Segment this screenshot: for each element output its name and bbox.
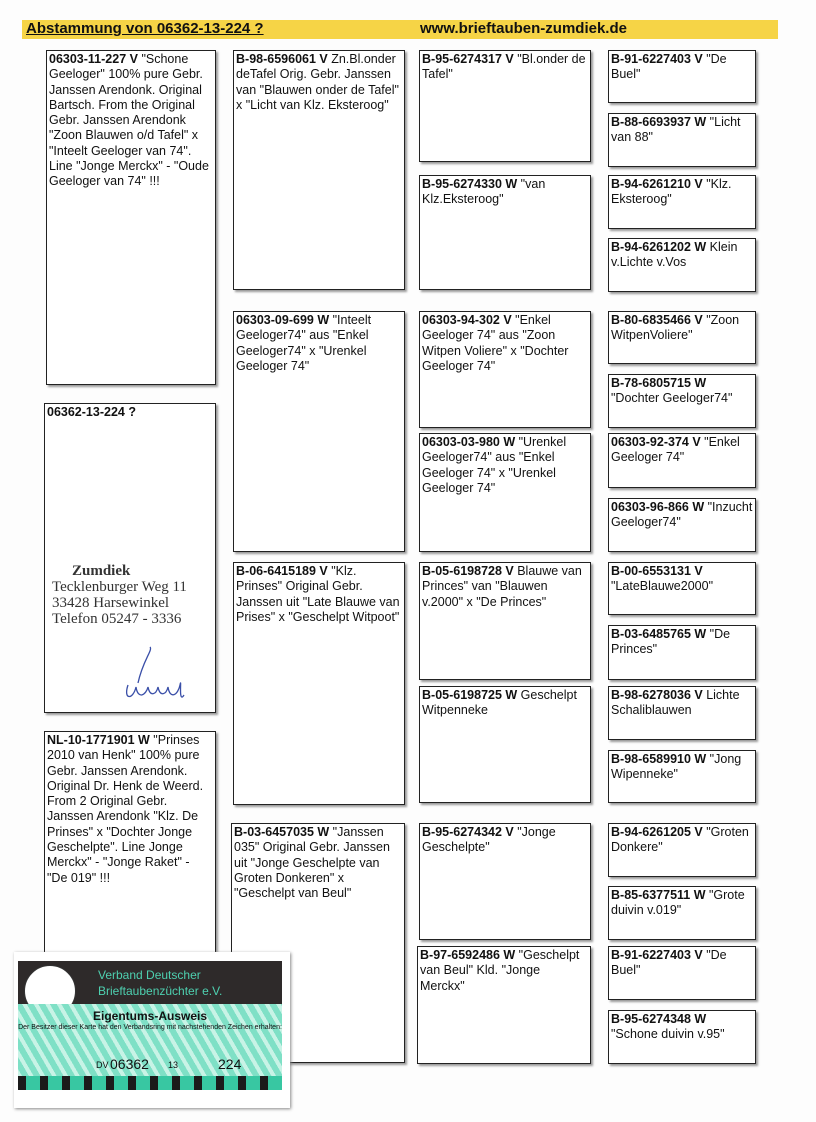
ring-id: NL-10-1771901 W <box>47 733 150 747</box>
pigeon-description: Blauwe van Princes" van "Blauwen v.2000" x "De Princes" <box>422 564 582 609</box>
pedigree-box-col4 <box>608 113 756 167</box>
pigeon-description: Zn.Bl.onder deTafel Orig. Gebr. Janssen van "Blauwen onder de Tafel" x "Licht van Klz. Eksteroog" <box>236 52 399 112</box>
stamp-phone: Telefon 05247 - 3336 <box>52 611 182 627</box>
pigeon-description: "De Buel" <box>611 948 727 978</box>
ring-number: 06362 <box>110 1056 149 1072</box>
ring-id: B-80-6835466 V <box>611 313 703 327</box>
card-header <box>18 961 282 1004</box>
ring-id: B-95-6274342 V <box>422 825 514 839</box>
ring-id: B-95-6274348 W <box>611 1012 707 1026</box>
ring-id: B-95-6274330 W <box>422 177 518 191</box>
pigeon-description: "Prinses 2010 van Henk" 100% pure Gebr. Janssen Arendonk. Original Dr. Henk de Weerd. From 2 Original Gebr. Janssen Arendonk "Klz. De Prinses" x "Dochter Jonge Geschelpte". Line Jonge Merckx" - "Jonge Raket" - "De 019" !!! <box>47 733 204 885</box>
page-title: Abstammung von 06362-13-224 ? <box>26 20 264 37</box>
ring-id: B-06-6415189 V <box>236 564 328 578</box>
card-band <box>18 1076 282 1090</box>
pigeon-description: Klein v.Lichte v.Vos <box>611 240 738 270</box>
ring-id: B-95-6274317 V <box>422 52 514 66</box>
pigeon-description: "Groten Donkere" <box>611 825 749 855</box>
ring-id: B-94-6261210 V <box>611 177 703 191</box>
card-org <box>98 967 222 999</box>
pigeon-description: "Enkel Geeloger 74" <box>611 435 740 465</box>
pigeon-description: "De Princes" <box>611 627 731 657</box>
pigeon-description: "De Buel" <box>611 52 727 82</box>
pedigree-box-col4 <box>608 823 756 877</box>
pigeon-description: "van Klz.Eksteroog" <box>422 177 546 207</box>
pedigree-box-col1 <box>46 50 216 385</box>
pedigree-box-col4 <box>608 625 756 680</box>
pigeon-description: Geschelpt Witpenneke <box>422 688 577 718</box>
card-title: Eigentums-Ausweis <box>92 1009 208 1023</box>
pigeon-description: "Inzucht Geeloger74" <box>611 500 753 530</box>
ring-id: B-88-6693937 W <box>611 115 707 129</box>
pedigree-box-col3 <box>417 946 591 1064</box>
pedigree-box-col2 <box>233 311 405 552</box>
pedigree-box-col3 <box>419 433 591 552</box>
pigeon-description: "Enkel Geeloger 74" aus "Zoon Witpen Voliere" x "Dochter Geeloger 74" <box>422 313 569 373</box>
ring-id: B-03-6457035 W <box>234 825 330 839</box>
breeder-stamp <box>52 563 187 627</box>
ring-id: B-98-6589910 W <box>611 752 707 766</box>
ring-id: B-94-6261205 V <box>611 825 703 839</box>
stamp-city: 33428 Harsewinkel <box>52 595 170 611</box>
stamp-street: Tecklenburger Weg 11 <box>52 579 187 595</box>
ring-id: B-98-6596061 V <box>236 52 328 66</box>
pigeon-description: "Klz. Prinses" Original Gebr. Janssen uit "Late Blauwe van Prises" x "Geschelpt Witpoot" <box>236 564 400 624</box>
ring-id: 06303-94-302 V <box>422 313 512 327</box>
pigeon-description: "Schone Geeloger" 100% pure Gebr. Janssen Arendonk. Original Bartsch. From the Original Gebr. Janssen Arendonk "Zoon Blauwen o/d Tafel" x "Inteelt Geeloger van 74". Line "Jonge Merckx" - "Oude Geeloger van 74" !!! <box>49 52 209 189</box>
pedigree-box-col3 <box>419 175 591 290</box>
ownership-card <box>14 952 290 1108</box>
ring-id: B-05-6198725 W <box>422 688 518 702</box>
pedigree-box-col3 <box>419 823 591 940</box>
ring-id: 06303-03-980 W <box>422 435 516 449</box>
org-line1: Verband Deutscher <box>98 968 201 982</box>
pigeon-description: "Geschelpt van Beul" Kld. "Jonge Merckx" <box>420 948 580 993</box>
ring-id: 06303-11-227 V <box>49 52 138 66</box>
pedigree-box-col4 <box>608 311 756 364</box>
ring-id: 06303-09-699 W <box>236 313 330 327</box>
pedigree-box-col2 <box>233 50 405 290</box>
pedigree-box-col3 <box>419 50 591 162</box>
ring-id: B-85-6377511 W <box>611 888 706 902</box>
ring-id: B-94-6261202 W <box>611 240 707 254</box>
pigeon-description: "Licht van 88" <box>611 115 741 145</box>
ring-id: 06303-96-866 W <box>611 500 705 514</box>
pedigree-box-col4 <box>608 498 756 552</box>
subject-ring: 06362-13-224 ? <box>47 405 136 419</box>
pedigree-box-col4 <box>608 750 756 803</box>
pigeon-description: "Jonge Geschelpte" <box>422 825 556 855</box>
ring-id: B-03-6485765 W <box>611 627 707 641</box>
pedigree-box-col4 <box>608 374 756 428</box>
pedigree-box-col4 <box>608 1010 756 1064</box>
ring-suffix: 224 <box>218 1056 242 1072</box>
pigeon-description: "LateBlauwe2000" <box>611 579 714 594</box>
pigeon-description: "Grote duivin v.019" <box>611 888 745 918</box>
ring-id: B-78-6805715 W <box>611 376 707 390</box>
pigeon-description: "Bl.onder de Tafel" <box>422 52 586 82</box>
pedigree-box-col4 <box>608 238 756 292</box>
pigeon-description: "Jong Wipenneke" <box>611 752 742 782</box>
signature <box>118 645 198 705</box>
ring-prefix: DV <box>96 1060 109 1070</box>
org-line2: Brieftaubenzüchter e.V. <box>98 984 223 998</box>
pigeon-description: "Urenkel Geeloger74" aus "Enkel Geeloger 74" x "Urenkel Geeloger 74" <box>422 435 567 495</box>
ring-id: 06303-92-374 V <box>611 435 701 449</box>
pigeon-description: "Klz. Eksteroog" <box>611 177 732 207</box>
pedigree-box-col4 <box>608 50 756 103</box>
pedigree-box-col3 <box>419 311 591 428</box>
pigeon-description: "Inteelt Geeloger74" aus "Enkel Geeloger74" x "Urenkel Geeloger 74" <box>236 313 372 373</box>
ring-id: B-91-6227403 V <box>611 948 703 962</box>
pedigree-box-col4 <box>608 175 756 229</box>
pedigree-box-col4 <box>608 946 756 1000</box>
ring-year: 13 <box>168 1060 179 1070</box>
ring-id: B-98-6278036 V <box>611 688 703 702</box>
ring-id: B-05-6198728 V <box>422 564 514 578</box>
pedigree-box-col3 <box>419 562 591 680</box>
pigeon-description: "Zoon WitpenVoliere" <box>611 313 740 343</box>
pigeon-description: "Dochter Geeloger74" <box>611 391 733 406</box>
ring-id: B-00-6553131 V <box>611 564 703 578</box>
website-url: www.brieftauben-zumdiek.de <box>420 20 627 37</box>
pigeon-description: "Janssen 035" Original Gebr. Janssen uit "Jonge Geschelpte van Groten Donkeren" x "Geschelpt van Beul" <box>234 825 390 901</box>
ring-id: B-97-6592486 W <box>420 948 516 962</box>
stamp-name: Zumdiek <box>72 563 131 579</box>
pedigree-box-col4 <box>608 886 756 940</box>
pigeon-description: "Schone duivin v.95" <box>611 1027 725 1042</box>
pedigree-box-col3 <box>419 686 591 803</box>
card-note: Der Besitzer dieser Karte hat den Verbandsring mit nachstehenden Zeichen erhalten: <box>18 1024 282 1031</box>
pedigree-box-col4 <box>608 562 756 615</box>
pigeon-description: Lichte Schaliblauwen <box>611 688 740 718</box>
ring-id: B-91-6227403 V <box>611 52 703 66</box>
pedigree-box-col4 <box>608 686 756 740</box>
pedigree-box-col2 <box>233 562 405 805</box>
header-bar <box>22 20 778 39</box>
pedigree-box-col4 <box>608 433 756 488</box>
